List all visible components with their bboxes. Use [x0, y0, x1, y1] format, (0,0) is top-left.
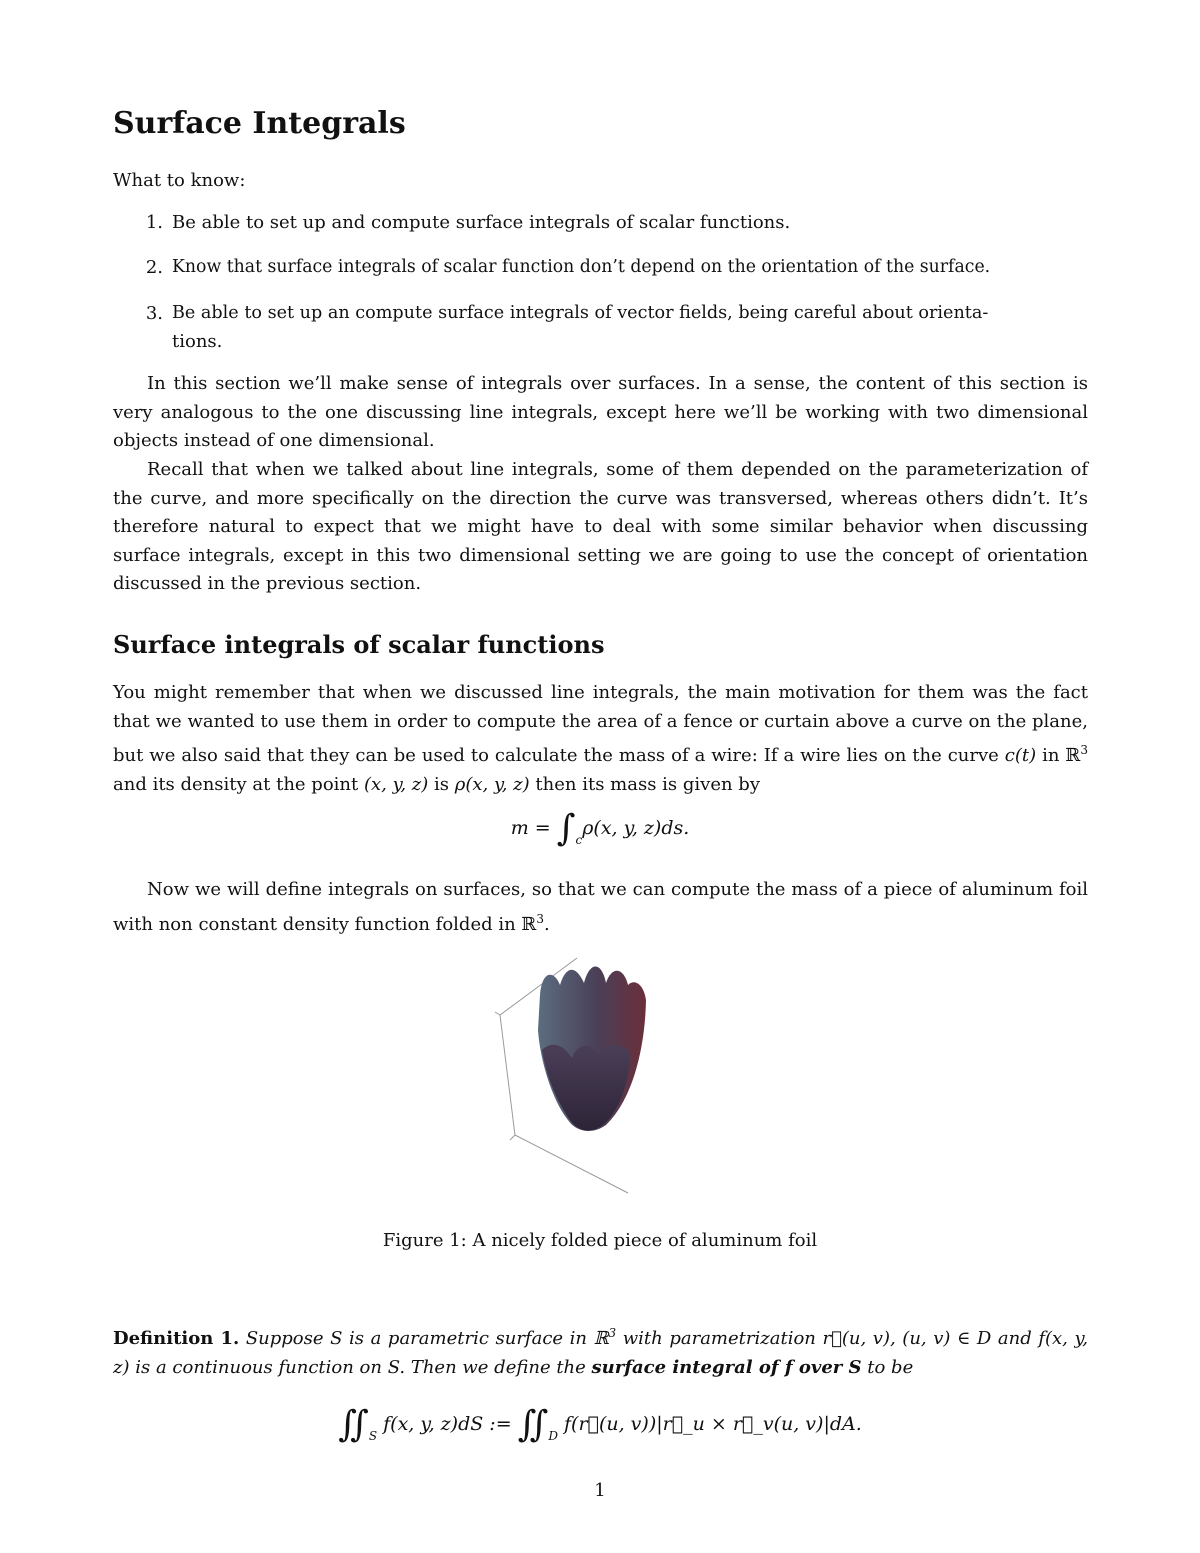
- list-item-text: Be able to set up and compute surface integrals of scalar functions.: [172, 212, 791, 233]
- list-number: 3.: [145, 303, 163, 324]
- superscript: 3: [536, 911, 545, 926]
- paragraph-text: .: [544, 913, 550, 935]
- double-integral-sign: ∬: [517, 1404, 549, 1445]
- math-xyz: (x, y, z): [363, 773, 429, 795]
- intro-paragraph-1: In this section we’ll make sense of integrals over surfaces. In a sense, the content of this section is very analogous to the one discussing line integrals, except here we’ll be working with two dimensional objects instead of one dimensional.: [113, 373, 1088, 452]
- paragraph-text: You might remember that when we discussed line integrals, the main motivation for them was the fact that we wanted to use them in order to compute the area of a fence or curtain above a curve on the plane, but we also said that they can be used to calculate the mass of a wire: If a wire lies on the curve: [113, 682, 1088, 767]
- definition-label: Definition 1.: [113, 1328, 240, 1349]
- definition-text: with parametrization r⃗(u, v), (u, v) ∈ D and f(x, y, z) is a continuous function on S. Then we define the: [113, 1328, 1088, 1378]
- eq-subscript: S: [368, 1429, 378, 1443]
- definition-text: Suppose S is a parametric surface in ℝ: [239, 1328, 609, 1349]
- superscript: 3: [1080, 743, 1088, 758]
- eq-rhs: ρ(x, y, z)ds.: [582, 817, 690, 839]
- intro-paragraph-2: Recall that when we talked about line integrals, some of them depended on the parameterization of the curve, and more specifically on the direction the curve was transversed, whereas others didn’t. It’s therefore natural to expect that we might have to deal with some similar behavior when discussing surface integrals, except in this two dimensional setting we are going to use the concept of orientation discussed in the previous section.: [113, 459, 1088, 595]
- paragraph-text: in ℝ: [1036, 745, 1081, 767]
- page-number: 1: [594, 1480, 606, 1501]
- page-title: Surface Integrals: [113, 106, 406, 141]
- eq-subscript: c: [575, 833, 583, 847]
- math-ct: c(t): [1004, 745, 1037, 767]
- section-paragraph-1: [113, 679, 1088, 799]
- integral-sign: ∫: [556, 808, 576, 849]
- folded-foil-figure: [480, 950, 660, 1200]
- list-item-text-continued: tions.: [172, 331, 223, 352]
- math-rho: ρ(x, y, z): [454, 773, 530, 795]
- section-paragraph-2: [113, 876, 1088, 939]
- eq-rhs: f(r⃗(u, v))|r⃗_u × r⃗_v(u, v)|dA.: [564, 1413, 862, 1435]
- mass-equation: [0, 808, 1200, 849]
- figure-caption: Figure 1: A nicely folded piece of aluminum foil: [382, 1230, 818, 1251]
- superscript: 3: [608, 1326, 617, 1340]
- list-number: 2.: [145, 257, 163, 278]
- eq-subscript: D: [548, 1429, 558, 1443]
- double-integral-sign: ∬: [338, 1404, 369, 1445]
- paragraph-text: is: [428, 773, 455, 795]
- paragraph-text: Now we will define integrals on surfaces, so that we can compute the mass of a piece of aluminum foil with non constant density function folded in ℝ: [113, 879, 1088, 935]
- list-item-text: Be able to set up an compute surface integrals of vector fields, being careful about orienta-: [172, 303, 989, 323]
- list-number: 1.: [145, 212, 163, 233]
- eq-lhs: m =: [510, 817, 551, 839]
- definition-1: [113, 1319, 1088, 1382]
- paragraph-text: and its density at the point: [113, 773, 364, 795]
- definition-bold-term: surface integral of f over S: [591, 1356, 862, 1378]
- section-heading: Surface integrals of scalar functions: [113, 630, 605, 659]
- eq-middle: f(x, y, z)dS :=: [383, 1413, 512, 1435]
- surface-integral-equation: [0, 1404, 1200, 1445]
- what-to-know-label: What to know:: [113, 170, 246, 191]
- list-item-text: Know that surface integrals of scalar function don’t depend on the orientation of the surface.: [172, 257, 991, 277]
- foil-inner-surface: [542, 1045, 630, 1131]
- definition-text: to be: [861, 1356, 914, 1378]
- paragraph-text: then its mass is given by: [529, 773, 760, 795]
